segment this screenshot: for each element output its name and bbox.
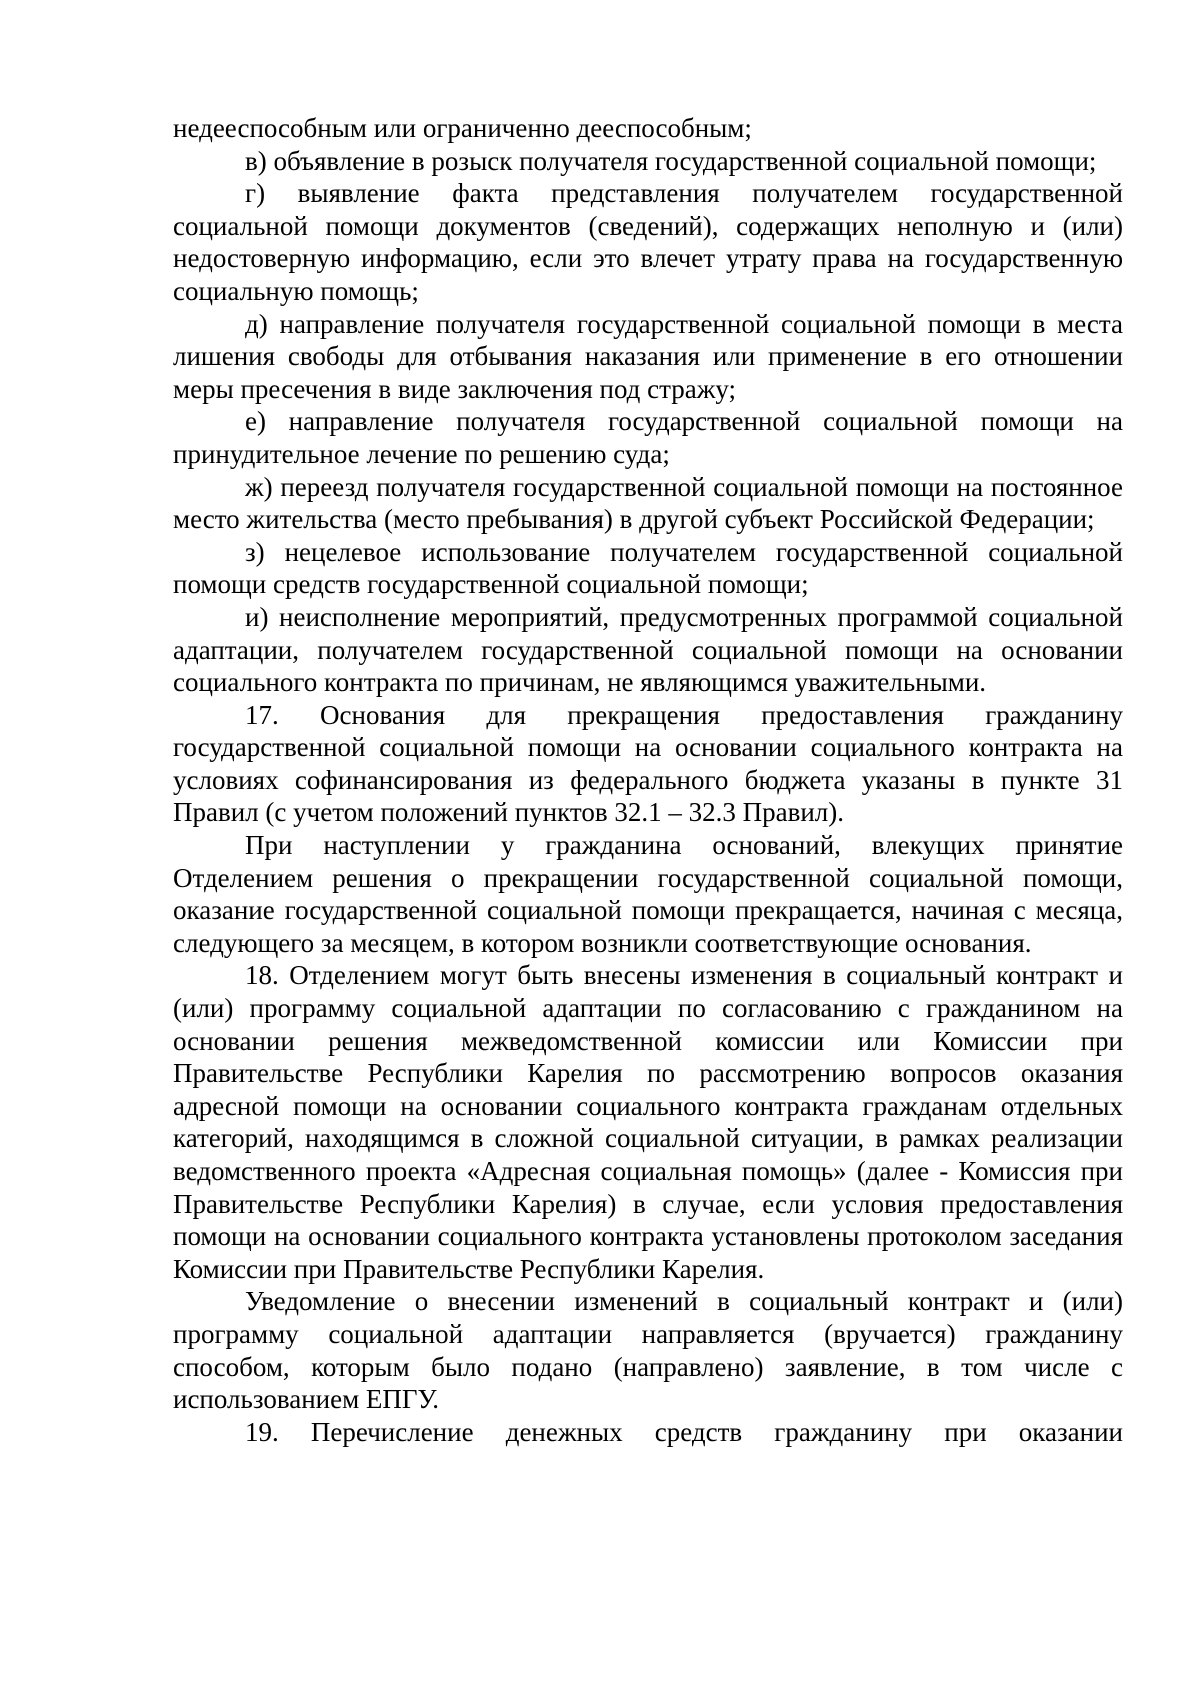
paragraph-termination-notice: При наступлении у гражданина оснований, влекущих принятие Отделением решения о прекращении государственной социальной помощи, оказание государственной социальной помощи прекращается, начиная с месяца, следующего за месяцем, в котором возникли соответствующие основания.	[173, 830, 1123, 958]
paragraph-item-z: з) нецелевое использование получателем государственной социальной помощи средств государственной социальной помощи;	[173, 536, 1123, 600]
paragraph-section-17: 17. Основания для прекращения предоставления гражданину государственной социальной помощи на основании социального контракта на условиях софинансирования из федерального бюджета указаны в пункте 31 Правил (с учетом положений пунктов 32.1 – 32.3 Правил).	[173, 699, 1123, 828]
paragraph-section-19: 19. Перечисление денежных средств гражданину при оказании	[245, 1416, 1123, 1447]
paragraph-item-d: д) направление получателя государственной социальной помощи в места лишения свободы для отбывания наказания или применение в его отношении меры пресечения в виде заключения под стражу;	[173, 308, 1123, 404]
paragraph-item-zh: ж) переезд получателя государственной социальной помощи на постоянное место жительства (место пребывания) в другой субъект Российской Федерации;	[173, 471, 1123, 535]
paragraph-item-e: е) направление получателя государственной социальной помощи на принудительное лечение по решению суда;	[173, 406, 1123, 469]
paragraph-item-v: в) объявление в розыск получателя государственной социальной помощи;	[245, 145, 1097, 176]
paragraph-item-g: г) выявление факта представления получателем государственной социальной помощи документов (сведений), содержащих неполную и (или) недостоверную информацию, если это влечет утрату права на государственную социальную помощь;	[173, 178, 1123, 306]
paragraph-continuation: недееспособным или ограниченно дееспособным;	[173, 113, 752, 143]
paragraph-change-notification: Уведомление о внесении изменений в социальный контракт и (или) программу социальной адаптации направляется (вручается) гражданину способом, которым было подано (направлено) заявление, в том числе с использованием ЕПГУ.	[173, 1286, 1123, 1415]
paragraph-item-i: и) неисполнение мероприятий, предусмотренных программой социальной адаптации, получателем государственной социальной помощи на основании социального контракта по причинам, не являющимся уважительными.	[173, 601, 1123, 698]
paragraph-section-18: 18. Отделением могут быть внесены изменения в социальный контракт и (или) программу социальной адаптации по согласованию с гражданином на основании решения межведомственной комиссии или Комиссии при Правительстве Республики Карелия по рассмотрению вопросов оказания адресной помощи на основании социального контракта гражданам отдельных категорий, находящимся в сложной социальной ситуации, в рамках реализации ведомственного проекта «Адресная социальная помощь» (далее - Комиссия при Правительстве Республики Карелия) в случае, если условия предоставления помощи на основании социального контракта установлены протоколом заседания Комиссии при Правительстве Республики Карелия.	[173, 960, 1123, 1284]
document-page	[173, 112, 1123, 1448]
